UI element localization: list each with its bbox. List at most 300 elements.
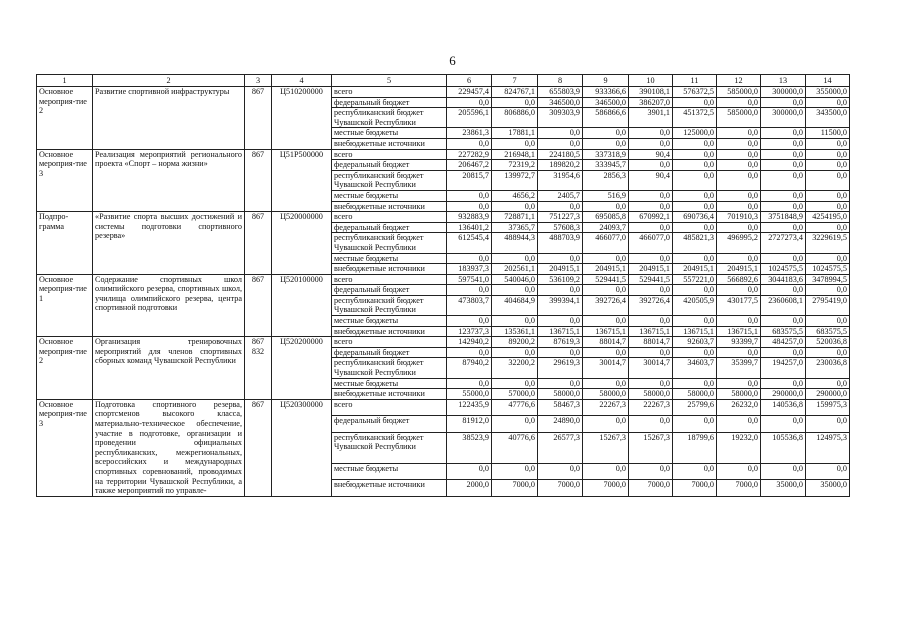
program-code-cell: Подпро-грамма	[37, 212, 93, 275]
amount-cell: 346500,0	[538, 97, 583, 108]
amount-cell: 0,0	[447, 138, 492, 149]
amount-cell: 17881,1	[492, 128, 538, 139]
amount-cell: 0,0	[806, 149, 850, 160]
amount-cell: 0,0	[447, 190, 492, 201]
amount-cell: 0,0	[538, 316, 583, 327]
amount-cell: 0,0	[717, 253, 761, 264]
amount-cell: 529441,5	[629, 274, 673, 285]
amount-cell: 0,0	[492, 285, 538, 296]
amount-cell: 473803,7	[447, 295, 492, 315]
amount-cell: 466077,0	[629, 233, 673, 253]
amount-cell: 0,0	[806, 97, 850, 108]
amount-cell: 0,0	[673, 285, 717, 296]
amount-cell: 35399,7	[717, 358, 761, 378]
amount-cell: 92603,7	[673, 337, 717, 348]
amount-cell: 0,0	[717, 416, 761, 432]
amount-cell: 136401,2	[447, 222, 492, 233]
amount-cell: 0,0	[538, 128, 583, 139]
amount-cell: 430177,5	[717, 295, 761, 315]
amount-cell: 31954,6	[538, 170, 583, 190]
amount-cell: 0,0	[673, 316, 717, 327]
amount-cell: 29619,3	[538, 358, 583, 378]
amount-cell: 392726,4	[583, 295, 629, 315]
amount-cell: 0,0	[538, 253, 583, 264]
amount-cell: 19232,0	[717, 432, 761, 463]
amount-cell: 0,0	[717, 138, 761, 149]
amount-cell: 30014,7	[583, 358, 629, 378]
amount-cell: 0,0	[761, 463, 806, 479]
amount-cell: 90,4	[629, 149, 673, 160]
amount-cell: 0,0	[806, 463, 850, 479]
amount-cell: 18799,6	[673, 432, 717, 463]
amount-cell: 0,0	[447, 316, 492, 327]
header-cell: 8	[538, 75, 583, 87]
amount-cell: 355000,0	[806, 87, 850, 98]
funding-source-cell: внебюджетные источники	[332, 389, 447, 400]
amount-cell: 540046,0	[492, 274, 538, 285]
budget-code-cell: Ц520300000	[272, 399, 332, 496]
amount-cell: 204915,1	[583, 264, 629, 275]
amount-cell: 0,0	[583, 285, 629, 296]
header-cell: 10	[629, 75, 673, 87]
header-cell: 1	[37, 75, 93, 87]
gov-code-cell: 867	[245, 274, 272, 337]
table-row	[37, 149, 850, 160]
amount-cell: 0,0	[717, 160, 761, 171]
amount-cell: 0,0	[629, 463, 673, 479]
amount-cell: 0,0	[629, 378, 673, 389]
header-cell: 4	[272, 75, 332, 87]
amount-cell: 496995,2	[717, 233, 761, 253]
amount-cell: 290000,0	[761, 389, 806, 400]
amount-cell: 0,0	[673, 160, 717, 171]
amount-cell: 392726,4	[629, 295, 673, 315]
amount-cell: 204915,1	[673, 264, 717, 275]
amount-cell: 58467,3	[538, 399, 583, 415]
amount-cell: 0,0	[761, 160, 806, 171]
funding-source-cell: федеральный бюджет	[332, 222, 447, 233]
amount-cell: 346500,0	[583, 97, 629, 108]
amount-cell: 15267,3	[583, 432, 629, 463]
amount-cell: 0,0	[717, 222, 761, 233]
amount-cell: 420505,9	[673, 295, 717, 315]
amount-cell: 58000,0	[583, 389, 629, 400]
amount-cell: 0,0	[761, 128, 806, 139]
budget-code-cell: Ц520000000	[272, 212, 332, 275]
amount-cell: 34603,7	[673, 358, 717, 378]
amount-cell: 0,0	[761, 253, 806, 264]
amount-cell: 0,0	[629, 160, 673, 171]
amount-cell: 47776,6	[492, 399, 538, 415]
amount-cell: 58000,0	[629, 389, 673, 400]
amount-cell: 0,0	[673, 190, 717, 201]
amount-cell: 0,0	[538, 138, 583, 149]
amount-cell: 0,0	[717, 316, 761, 327]
amount-cell: 488703,9	[538, 233, 583, 253]
amount-cell: 309303,9	[538, 108, 583, 128]
header-cell: 3	[245, 75, 272, 87]
amount-cell: 93399,7	[717, 337, 761, 348]
amount-cell: 0,0	[538, 201, 583, 212]
amount-cell: 0,0	[806, 347, 850, 358]
table-row	[37, 274, 850, 285]
amount-cell: 337318,9	[583, 149, 629, 160]
funding-source-cell: всего	[332, 149, 447, 160]
amount-cell: 0,0	[492, 138, 538, 149]
amount-cell: 0,0	[492, 316, 538, 327]
amount-cell: 24890,0	[538, 416, 583, 432]
budget-code-cell: Ц520200000	[272, 337, 332, 400]
amount-cell: 55000,0	[447, 389, 492, 400]
amount-cell: 26577,3	[538, 432, 583, 463]
funding-source-cell: местные бюджеты	[332, 378, 447, 389]
amount-cell: 72319,2	[492, 160, 538, 171]
amount-cell: 932883,9	[447, 212, 492, 223]
budget-table	[36, 74, 850, 497]
amount-cell: 0,0	[761, 347, 806, 358]
amount-cell: 139972,7	[492, 170, 538, 190]
header-cell: 5	[332, 75, 447, 87]
amount-cell: 0,0	[717, 170, 761, 190]
amount-cell: 516,9	[583, 190, 629, 201]
amount-cell: 0,0	[717, 201, 761, 212]
amount-cell: 22267,3	[629, 399, 673, 415]
amount-cell: 3229619,5	[806, 233, 850, 253]
header-cell: 9	[583, 75, 629, 87]
amount-cell: 670992,1	[629, 212, 673, 223]
program-name-cell: Развитие спортивной инфраструктуры	[93, 87, 245, 150]
amount-cell: 0,0	[717, 97, 761, 108]
amount-cell: 488944,3	[492, 233, 538, 253]
amount-cell: 81912,0	[447, 416, 492, 432]
amount-cell: 0,0	[583, 347, 629, 358]
amount-cell: 0,0	[806, 285, 850, 296]
amount-cell: 0,0	[538, 378, 583, 389]
amount-cell: 1024575,5	[761, 264, 806, 275]
amount-cell: 7000,0	[538, 480, 583, 496]
amount-cell: 2360608,1	[761, 295, 806, 315]
gov-code-cell: 867	[245, 212, 272, 275]
header-row	[37, 75, 850, 87]
header-cell: 7	[492, 75, 538, 87]
amount-cell: 0,0	[761, 138, 806, 149]
funding-source-cell: республиканский бюджет Чувашской Республики	[332, 358, 447, 378]
amount-cell: 300000,0	[761, 87, 806, 98]
amount-cell: 3901,1	[629, 108, 673, 128]
table-row	[37, 212, 850, 223]
amount-cell: 0,0	[492, 416, 538, 432]
funding-source-cell: федеральный бюджет	[332, 416, 447, 432]
table-row	[37, 87, 850, 98]
amount-cell: 0,0	[673, 97, 717, 108]
amount-cell: 0,0	[629, 253, 673, 264]
amount-cell: 484257,0	[761, 337, 806, 348]
gov-code-cell: 867 832	[245, 337, 272, 400]
funding-source-cell: местные бюджеты	[332, 316, 447, 327]
amount-cell: 0,0	[806, 170, 850, 190]
amount-cell: 0,0	[673, 347, 717, 358]
gov-code-cell: 867	[245, 149, 272, 212]
amount-cell: 0,0	[492, 378, 538, 389]
gov-code-cell: 867	[245, 87, 272, 150]
program-name-cell: Подготовка спортивного резерва, спортсменов высокого класса, материально-техническое обеспечение, участие в подготовке, организации и проведении официальных республиканских, межрегиональных, всероссийских и международных спортивных соревнований, проводимых на территории Чувашской Республики, а также мероприятий по управле-	[93, 399, 245, 496]
amount-cell: 87940,2	[447, 358, 492, 378]
amount-cell: 159975,3	[806, 399, 850, 415]
amount-cell: 0,0	[761, 149, 806, 160]
funding-source-cell: федеральный бюджет	[332, 285, 447, 296]
budget-code-cell: Ц520100000	[272, 274, 332, 337]
amount-cell: 0,0	[673, 253, 717, 264]
amount-cell: 2000,0	[447, 480, 492, 496]
funding-source-cell: внебюджетные источники	[332, 264, 447, 275]
amount-cell: 824767,1	[492, 87, 538, 98]
amount-cell: 0,0	[583, 253, 629, 264]
amount-cell: 0,0	[583, 138, 629, 149]
program-code-cell: Основное мероприя-тие 2	[37, 337, 93, 400]
funding-source-cell: федеральный бюджет	[332, 97, 447, 108]
amount-cell: 0,0	[717, 190, 761, 201]
funding-source-cell: местные бюджеты	[332, 253, 447, 264]
amount-cell: 0,0	[761, 416, 806, 432]
amount-cell: 536109,2	[538, 274, 583, 285]
amount-cell: 229457,4	[447, 87, 492, 98]
amount-cell: 90,4	[629, 170, 673, 190]
amount-cell: 122435,9	[447, 399, 492, 415]
amount-cell: 88014,7	[583, 337, 629, 348]
amount-cell: 205596,1	[447, 108, 492, 128]
amount-cell: 3751848,9	[761, 212, 806, 223]
amount-cell: 343500,0	[806, 108, 850, 128]
amount-cell: 58000,0	[673, 389, 717, 400]
amount-cell: 124975,3	[806, 432, 850, 463]
amount-cell: 142940,2	[447, 337, 492, 348]
amount-cell: 0,0	[447, 463, 492, 479]
header-cell: 13	[761, 75, 806, 87]
amount-cell: 586866,6	[583, 108, 629, 128]
amount-cell: 3478994,5	[806, 274, 850, 285]
amount-cell: 88014,7	[629, 337, 673, 348]
amount-cell: 0,0	[761, 378, 806, 389]
amount-cell: 0,0	[629, 138, 673, 149]
amount-cell: 683575,5	[761, 326, 806, 337]
amount-cell: 0,0	[673, 201, 717, 212]
amount-cell: 0,0	[492, 201, 538, 212]
amount-cell: 0,0	[629, 201, 673, 212]
budget-code-cell: Ц510200000	[272, 87, 332, 150]
amount-cell: 690736,4	[673, 212, 717, 223]
amount-cell: 206467,2	[447, 160, 492, 171]
header-cell: 6	[447, 75, 492, 87]
amount-cell: 2727273,4	[761, 233, 806, 253]
program-name-cell: «Развитие спорта высших достижений и системы подготовки спортивного резерва»	[93, 212, 245, 275]
funding-source-cell: внебюджетные источники	[332, 480, 447, 496]
amount-cell: 2795419,0	[806, 295, 850, 315]
amount-cell: 216948,1	[492, 149, 538, 160]
amount-cell: 0,0	[447, 347, 492, 358]
amount-cell: 0,0	[583, 128, 629, 139]
funding-source-cell: всего	[332, 399, 447, 415]
amount-cell: 290000,0	[806, 389, 850, 400]
amount-cell: 204915,1	[538, 264, 583, 275]
program-code-cell: Основное мероприя-тие 2	[37, 87, 93, 150]
budget-code-cell: Ц51P500000	[272, 149, 332, 212]
amount-cell: 89200,2	[492, 337, 538, 348]
amount-cell: 0,0	[492, 347, 538, 358]
gov-code-cell: 867	[245, 399, 272, 496]
amount-cell: 32200,2	[492, 358, 538, 378]
amount-cell: 597541,0	[447, 274, 492, 285]
amount-cell: 0,0	[673, 463, 717, 479]
amount-cell: 0,0	[806, 416, 850, 432]
funding-source-cell: местные бюджеты	[332, 128, 447, 139]
amount-cell: 0,0	[761, 285, 806, 296]
amount-cell: 4254195,0	[806, 212, 850, 223]
amount-cell: 655803,9	[538, 87, 583, 98]
amount-cell: 466077,0	[583, 233, 629, 253]
amount-cell: 933366,6	[583, 87, 629, 98]
amount-cell: 0,0	[717, 378, 761, 389]
amount-cell: 0,0	[717, 347, 761, 358]
amount-cell: 57000,0	[492, 389, 538, 400]
funding-source-cell: республиканский бюджет Чувашской Республики	[332, 108, 447, 128]
table-row	[37, 337, 850, 348]
funding-source-cell: республиканский бюджет Чувашской Республики	[332, 233, 447, 253]
amount-cell: 123737,3	[447, 326, 492, 337]
amount-cell: 35000,0	[761, 480, 806, 496]
amount-cell: 7000,0	[717, 480, 761, 496]
funding-source-cell: республиканский бюджет Чувашской Республики	[332, 432, 447, 463]
amount-cell: 58000,0	[717, 389, 761, 400]
amount-cell: 38523,9	[447, 432, 492, 463]
amount-cell: 37365,7	[492, 222, 538, 233]
funding-source-cell: федеральный бюджет	[332, 347, 447, 358]
amount-cell: 520036,8	[806, 337, 850, 348]
amount-cell: 728871,1	[492, 212, 538, 223]
amount-cell: 0,0	[717, 463, 761, 479]
amount-cell: 0,0	[447, 378, 492, 389]
amount-cell: 11500,0	[806, 128, 850, 139]
amount-cell: 333945,7	[583, 160, 629, 171]
amount-cell: 0,0	[806, 316, 850, 327]
amount-cell: 0,0	[583, 416, 629, 432]
amount-cell: 0,0	[492, 463, 538, 479]
amount-cell: 0,0	[717, 285, 761, 296]
amount-cell: 0,0	[806, 201, 850, 212]
program-name-cell: Организация тренировочных мероприятий для членов спортивных сборных команд Чувашской Республики	[93, 337, 245, 400]
amount-cell: 399394,1	[538, 295, 583, 315]
amount-cell: 23861,3	[447, 128, 492, 139]
amount-cell: 0,0	[761, 97, 806, 108]
funding-source-cell: местные бюджеты	[332, 190, 447, 201]
amount-cell: 202561,1	[492, 264, 538, 275]
program-name-cell: Содержание спортивных школ олимпийского резерва, спортивных школ, училища олимпийского резерва, центра спортивной подготовки	[93, 274, 245, 337]
amount-cell: 15267,3	[629, 432, 673, 463]
amount-cell: 0,0	[673, 416, 717, 432]
amount-cell: 0,0	[583, 463, 629, 479]
amount-cell: 189820,2	[538, 160, 583, 171]
amount-cell: 0,0	[629, 416, 673, 432]
amount-cell: 136715,1	[629, 326, 673, 337]
amount-cell: 136715,1	[717, 326, 761, 337]
amount-cell: 0,0	[629, 347, 673, 358]
amount-cell: 0,0	[629, 285, 673, 296]
amount-cell: 227282,9	[447, 149, 492, 160]
amount-cell: 386207,0	[629, 97, 673, 108]
amount-cell: 204915,1	[629, 264, 673, 275]
funding-source-cell: федеральный бюджет	[332, 160, 447, 171]
amount-cell: 26232,0	[717, 399, 761, 415]
amount-cell: 0,0	[761, 190, 806, 201]
amount-cell: 751227,3	[538, 212, 583, 223]
amount-cell: 30014,7	[629, 358, 673, 378]
amount-cell: 125000,0	[673, 128, 717, 139]
amount-cell: 7000,0	[629, 480, 673, 496]
amount-cell: 136715,1	[583, 326, 629, 337]
amount-cell: 585000,0	[717, 87, 761, 98]
amount-cell: 0,0	[629, 190, 673, 201]
amount-cell: 300000,0	[761, 108, 806, 128]
header-cell: 11	[673, 75, 717, 87]
amount-cell: 0,0	[673, 378, 717, 389]
amount-cell: 0,0	[538, 285, 583, 296]
amount-cell: 0,0	[538, 463, 583, 479]
amount-cell: 0,0	[761, 222, 806, 233]
amount-cell: 701910,3	[717, 212, 761, 223]
program-code-cell: Основное мероприя-тие 3	[37, 149, 93, 212]
amount-cell: 0,0	[673, 149, 717, 160]
funding-source-cell: всего	[332, 337, 447, 348]
program-name-cell: Реализация мероприятий регионального проекта «Спорт – норма жизни»	[93, 149, 245, 212]
header-cell: 14	[806, 75, 850, 87]
amount-cell: 1024575,5	[806, 264, 850, 275]
amount-cell: 224180,5	[538, 149, 583, 160]
amount-cell: 58000,0	[538, 389, 583, 400]
amount-cell: 24093,7	[583, 222, 629, 233]
header-cell: 12	[717, 75, 761, 87]
amount-cell: 566892,6	[717, 274, 761, 285]
funding-source-cell: всего	[332, 87, 447, 98]
amount-cell: 0,0	[673, 222, 717, 233]
amount-cell: 0,0	[629, 222, 673, 233]
amount-cell: 0,0	[673, 138, 717, 149]
amount-cell: 204915,1	[717, 264, 761, 275]
funding-source-cell: внебюджетные источники	[332, 138, 447, 149]
amount-cell: 0,0	[538, 347, 583, 358]
amount-cell: 0,0	[583, 378, 629, 389]
amount-cell: 40776,6	[492, 432, 538, 463]
amount-cell: 7000,0	[583, 480, 629, 496]
amount-cell: 194257,0	[761, 358, 806, 378]
amount-cell: 0,0	[492, 97, 538, 108]
page-number: 6	[449, 53, 456, 68]
amount-cell: 0,0	[583, 201, 629, 212]
amount-cell: 2856,3	[583, 170, 629, 190]
amount-cell: 585000,0	[717, 108, 761, 128]
amount-cell: 0,0	[761, 316, 806, 327]
amount-cell: 612545,4	[447, 233, 492, 253]
amount-cell: 0,0	[806, 222, 850, 233]
funding-source-cell: всего	[332, 274, 447, 285]
amount-cell: 2405,7	[538, 190, 583, 201]
amount-cell: 0,0	[717, 149, 761, 160]
amount-cell: 230036,8	[806, 358, 850, 378]
amount-cell: 0,0	[629, 316, 673, 327]
amount-cell: 135361,1	[492, 326, 538, 337]
table-row	[37, 399, 850, 415]
amount-cell: 806886,0	[492, 108, 538, 128]
amount-cell: 140536,8	[761, 399, 806, 415]
amount-cell: 57608,3	[538, 222, 583, 233]
